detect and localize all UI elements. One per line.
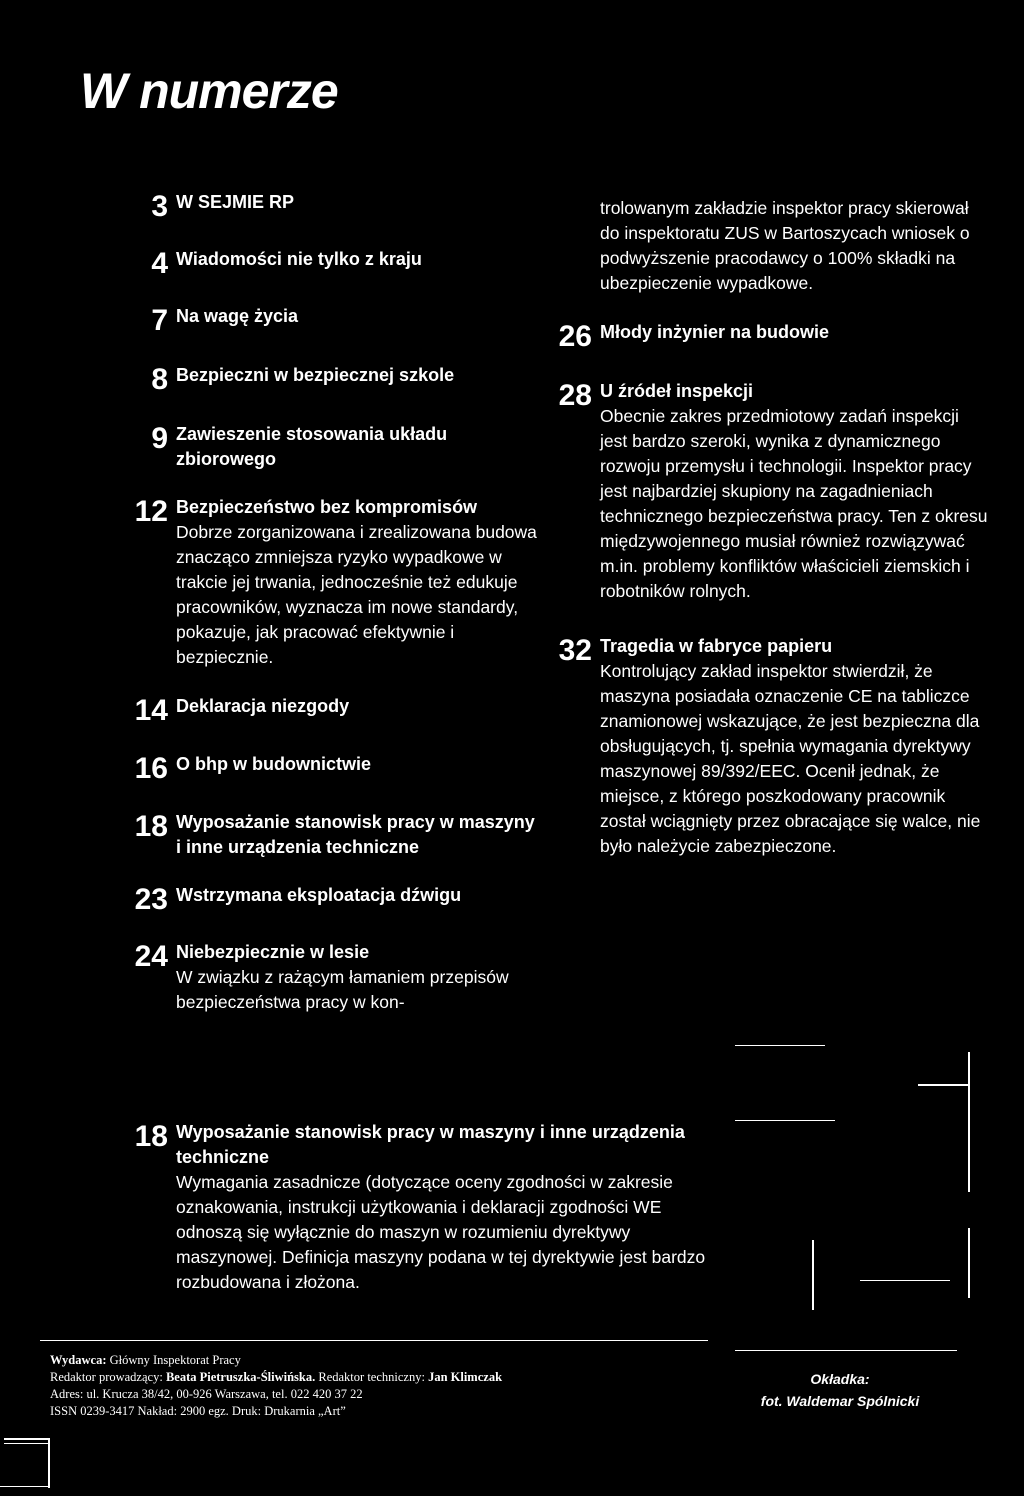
entry-body	[172, 422, 540, 472]
entry-headline: W SEJMIE RP	[176, 192, 295, 212]
entry-summary: Obecnie zakres przedmiotowy zadań inspekcji jest bardzo szeroki, wynika z dynamicznego rozwoju przemysłu i technologii. Inspektor pracy jest najbardziej skupiony na zagadnieniach technicznego bezpieczeństwa pracy. Ten z okresu międzywojennego musiał również rozwiązywać m.in. problemy konfliktów właścicieli ziemskich i robotników rolnych.	[600, 406, 988, 601]
entry-headline: Wstrzymana eksploatacja dźwigu	[176, 885, 462, 905]
entry-headline: Niebezpiecznie w lesie	[176, 942, 370, 962]
divider-line	[860, 1280, 950, 1281]
feature-summary: Wymagania zasadnicze (dotyczące oceny zgodności w zakresie oznakowania, instrukcji użytkowania i deklaracji zgodności WE odnoszą się wyłącznie do maszyn w rozumieniu dyrektywy maszynowej. Definicja maszyny podana w tej dyrektywie jest bardzo rozbudowana i złożona.	[176, 1172, 706, 1292]
entry-body	[596, 320, 990, 345]
feature-page-number: 18	[134, 1120, 168, 1153]
cover-photographer: fot. Waldemar Spólnicki	[760, 1393, 920, 1409]
divider-line	[735, 1120, 835, 1121]
page-number: 26	[558, 320, 592, 353]
page-number: 14	[134, 694, 168, 727]
toc-left-entry	[100, 940, 540, 1015]
entry-body	[172, 495, 540, 670]
cover-label: Okładka:	[810, 1371, 870, 1387]
footer-rule	[735, 1350, 957, 1351]
toc-left-entry	[100, 247, 540, 281]
editor-label: Redaktor prowadzący:	[50, 1370, 163, 1384]
entry-summary: Dobrze zorganizowana i zrealizowana budowa znacząco zmniejsza ryzyko wypadkowe w trakcie jej trwania, jednocześnie też edukuje pracowników, wyznacza im nowe standardy, pokazuje, jak pracować efektywnie i bezpiecznie.	[176, 522, 537, 667]
page-number: 23	[134, 883, 168, 916]
page-number: 28	[558, 379, 592, 412]
page-number: 24	[134, 940, 168, 973]
page-title: W numerze	[80, 63, 338, 119]
corner-mark	[0, 1438, 52, 1490]
entry-body	[596, 379, 990, 604]
divider-line	[735, 1045, 825, 1046]
page-number: 3	[151, 190, 168, 223]
entry-body	[172, 247, 540, 272]
toc-left-entry	[100, 883, 540, 917]
issn-line: ISSN 0239-3417 Nakład: 2900 egz. Druk: Drukarnia „Art”	[50, 1404, 346, 1418]
entry-body	[596, 634, 990, 859]
entry-body	[172, 363, 540, 388]
toc-right-column	[530, 196, 990, 859]
page-number: 16	[134, 752, 168, 785]
entry-headline: O bhp w budownictwie	[176, 754, 371, 774]
entry-body	[172, 752, 540, 777]
entry-headline: U źródeł inspekcji	[600, 381, 754, 401]
page-number: 9	[151, 422, 168, 455]
feature-body	[172, 1120, 710, 1295]
page-number: 32	[558, 634, 592, 667]
entry-body	[172, 304, 540, 329]
address: Adres: ul. Krucza 38/42, 00-926 Warszawa, tel. 022 420 37 22	[50, 1387, 363, 1401]
toc-left-entry	[100, 304, 540, 338]
entry-body	[172, 883, 540, 908]
page-number: 8	[151, 363, 168, 396]
toc-left-column	[100, 190, 540, 1015]
toc-left-entry	[100, 694, 540, 728]
page-number: 12	[134, 495, 168, 528]
divider-line	[812, 1240, 814, 1310]
page-number: 7	[151, 304, 168, 337]
feature-entry	[100, 1120, 710, 1295]
entry-headline: Bezpieczeństwo bez kompromisów	[176, 497, 478, 517]
entry-body	[596, 196, 990, 296]
feature-headline: Wyposażanie stanowisk pracy w maszyny i inne urządzenia techniczne	[176, 1122, 685, 1167]
entry-headline: Na wagę życia	[176, 306, 299, 326]
page-number: 4	[151, 247, 168, 280]
toc-right-entry	[530, 379, 990, 604]
cover-credit	[720, 1368, 960, 1412]
entry-headline: Wyposażanie stanowisk pracy w maszyny i inne urządzenia techniczne	[176, 812, 535, 857]
entry-headline: Młody inżynier na budowie	[600, 322, 830, 342]
publisher-label: Wydawca:	[50, 1353, 107, 1367]
toc-left-entry	[100, 363, 540, 397]
entry-headline: Deklaracja niezgody	[176, 696, 350, 716]
publisher: Główny Inspektorat Pracy	[109, 1353, 241, 1367]
entry-headline: Wiadomości nie tylko z kraju	[176, 249, 422, 269]
entry-body	[172, 810, 540, 860]
toc-left-entry	[100, 190, 540, 224]
toc-right-entry	[530, 634, 990, 859]
divider-line	[968, 1052, 970, 1192]
publisher-line	[50, 1352, 710, 1369]
feature-article	[100, 1120, 710, 1295]
toc-left-entry	[100, 495, 540, 670]
tech-editor: Jan Klimczak	[428, 1370, 503, 1384]
entry-summary: Kontrolujący zakład inspektor stwierdził, że maszyna posiadała oznaczenie CE na tabliczce znamionowej wskazujące, że jest bezpieczna dla obsługujących, tj. spełnia wymagania dyrektywy maszynowej 89/392/EEC. Ocenił jednak, że miejsce, z którego poszkodowany pracownik został wciągnięty przez obracające się walce, nie było należycie zabezpieczone.	[600, 661, 981, 856]
toc-right-entry	[530, 196, 990, 296]
editor-line	[50, 1369, 710, 1386]
divider-line	[918, 1084, 970, 1086]
page-number: 18	[134, 810, 168, 843]
toc-right-entry	[530, 320, 990, 354]
tech-editor-label: Redaktor techniczny:	[318, 1370, 425, 1384]
entry-headline: Bezpieczni w bezpiecznej szkole	[176, 365, 455, 385]
entry-headline: Tragedia w fabryce papieru	[600, 636, 833, 656]
toc-left-entry	[100, 422, 540, 472]
footer-rule	[40, 1340, 708, 1341]
entry-summary: W związku z rażącym łamaniem przepisów bezpieczeństwa pracy w kon-	[176, 967, 509, 1012]
editor: Beata Pietruszka-Śliwińska.	[165, 1370, 316, 1384]
toc-left-entry	[100, 752, 540, 786]
entry-headline: Zawieszenie stosowania układu zbiorowego	[176, 424, 448, 469]
toc-left-entry	[100, 810, 540, 860]
divider-line	[968, 1228, 970, 1298]
imprint	[50, 1352, 710, 1420]
entry-body	[172, 190, 540, 215]
entry-summary: trolowanym zakładzie inspektor pracy skierował do inspektoratu ZUS w Bartoszycach wniosek o podwyższenie pracodawcy o 100% składki na ubezpieczenie wypadkowe.	[600, 198, 970, 293]
entry-body	[172, 694, 540, 719]
entry-body	[172, 940, 540, 1015]
